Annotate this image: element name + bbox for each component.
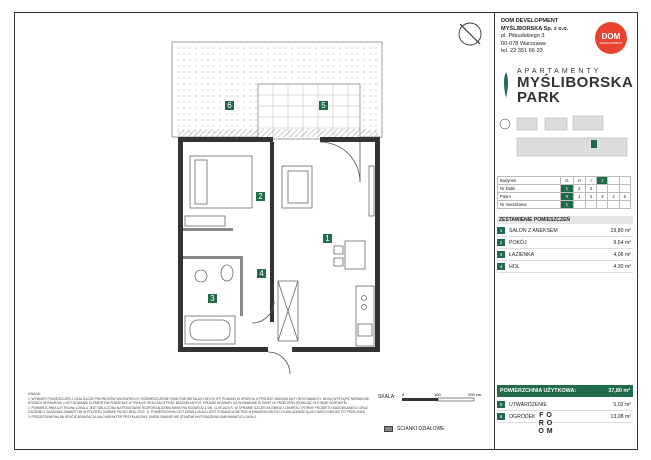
note-3: 3. PRZEDSTAWIONA NA RZUCIE ARANŻACJA MA CHARAKTER PRZYKŁADOWY, UMEBLOWANIE NIE STANOWI WYPOSAŻENIA NABYWANEGO LOKALU. — [28, 415, 257, 419]
project-brand — [517, 68, 642, 105]
brand-name-1: MYŚLIBORSKA — [517, 74, 634, 91]
floor-plan — [20, 16, 490, 386]
logo-sub: DEVELOPMENT — [599, 40, 623, 45]
scale-bar — [378, 392, 482, 400]
notes — [28, 392, 380, 420]
usable-area-bar — [497, 385, 633, 397]
scale-tick-2: 200 cm — [468, 392, 482, 397]
label-room-2: 2 — [258, 192, 263, 201]
info-panel — [495, 12, 638, 450]
label-room-4: 4 — [259, 269, 264, 278]
room-row: 2 POKÓJ 9,64 m² — [497, 237, 633, 249]
wall-swatch — [384, 426, 393, 432]
room-row: 1 SALON Z ANEKSEM 19,80 m² — [497, 225, 633, 237]
company-line-3: pl. Piłsudskiego 3 — [501, 33, 545, 40]
dining-table — [334, 241, 365, 269]
wardrobe — [185, 216, 225, 226]
brand-apartamenty: APARTAMENTY — [517, 68, 602, 75]
row-budynek: Budynek G H I J — [498, 177, 631, 185]
room-row: 4 HOL 4,30 m² — [497, 261, 633, 273]
extra-row: 6 OGRÓDEK 13,08 m² — [497, 411, 633, 423]
note-1: 1. WYMIARY POMIESZCZEŃ, LOKALIZACJE PRZYBORÓW SANITARNYCH, ROZMIESZCZENIE PUNKTÓW INSTALACYJNYCH ITP. PODANO W OPARCIU O PROJEKT BUDOWLANY I WYKONAWCZY. MOGĄ WYSTĄPIĆ NIEWIELKIE RÓŻNICE WYMIARÓW I USYTUOWANIA ELEMENTÓW POWSTAŁE W TRAKCIE REALIZACJI PRAC BUDOWLANYCH. PODANE WYMIARY SĄ WYMIARAMI W ŚWIETLE PRZEGRÓD (ROMUJĄC W STANIE SUROWYM. — [28, 397, 370, 405]
company-line-4: 00-078 Warszawa — [501, 40, 546, 47]
compass-icon — [459, 23, 481, 45]
scale-graphic — [400, 390, 500, 406]
label-room-1: 1 — [325, 234, 330, 243]
row-klatka: Nr klatki 1 2 3 — [498, 185, 631, 193]
wall-note-label: ŚCIANKI DZIAŁOWE — [397, 426, 445, 432]
leaf-icon — [501, 70, 511, 100]
dom-development-logo — [595, 22, 627, 54]
site-plan-map — [497, 112, 634, 164]
company-line-2: MYŚLIBORSKA Sp. z o.o. — [501, 25, 569, 32]
tv-unit — [369, 166, 374, 216]
room-row: 3 ŁAZIENKA 4,06 m² — [497, 249, 633, 261]
note-2: 2. POWIERZCHNIA UŻYTKOWA LOKALU JEST OBLICZONA NA PODSTAWIE ROZPORZĄDZENIA MINISTRA ROZWOJU Z DN. 11.09.2020 R. W SPRAWIE SZCZEGÓŁOWEGO ZAKRESU I FORMY PROJEKTU BUDOWLANEGO ORAZ ZGODNIE Z ZASADAMI ZAWARTYMI W POLSKIEJ NORMIE PN-ISO 9836: 2022. 1). POWIERZCHNIA UŻYTKOWA LOKALU JEST PODANA W METRACH KWADRATOWYCH Z DOKŁADNOŚCIĄ DO DWÓCH MIEJSC PO PRZECINKU. — [28, 406, 368, 414]
company-info — [501, 18, 568, 56]
notes-title: UWAGA: — [28, 392, 41, 396]
scale-label: SKALA: — [378, 394, 396, 400]
rooms-list — [497, 225, 633, 273]
wall-note — [384, 426, 445, 432]
usable-area-value: 37,80 m² — [608, 388, 630, 394]
rooms-heading: ZESTAWIENIE POMIESZCZEŃ — [497, 216, 633, 224]
scale-tick-0: 0 — [402, 392, 405, 397]
label-room-3: 3 — [210, 294, 215, 303]
hall-cabinet — [278, 281, 298, 341]
location-table — [497, 176, 631, 209]
company-line-5: tel. 22 351 66 33 — [501, 48, 543, 55]
sofa — [282, 166, 312, 208]
row-pietro: Piętro 0 1 2 3 4 5 — [498, 193, 631, 201]
company-line-1: DOM DEVELOPMENT — [501, 18, 559, 24]
kitchen — [356, 286, 374, 346]
extra-row: 5 UTWARDZENIE 5,02 m² — [497, 399, 633, 411]
foroom-logo: FO RO OM — [538, 412, 556, 435]
scale-tick-1: 100 — [434, 392, 441, 397]
usable-area-label: POWIERZCHNIA UŻYTKOWA: — [500, 388, 577, 394]
row-nr-mieszkania: Nr mieszkania 1 — [498, 201, 631, 209]
label-room-6: 6 — [227, 101, 232, 110]
label-room-5: 5 — [321, 101, 326, 110]
logo-text: DOM — [601, 31, 621, 41]
bathroom-fixtures — [185, 265, 235, 344]
brand-name-2: PARK — [517, 89, 561, 106]
doors — [252, 142, 360, 374]
bed — [190, 156, 252, 208]
